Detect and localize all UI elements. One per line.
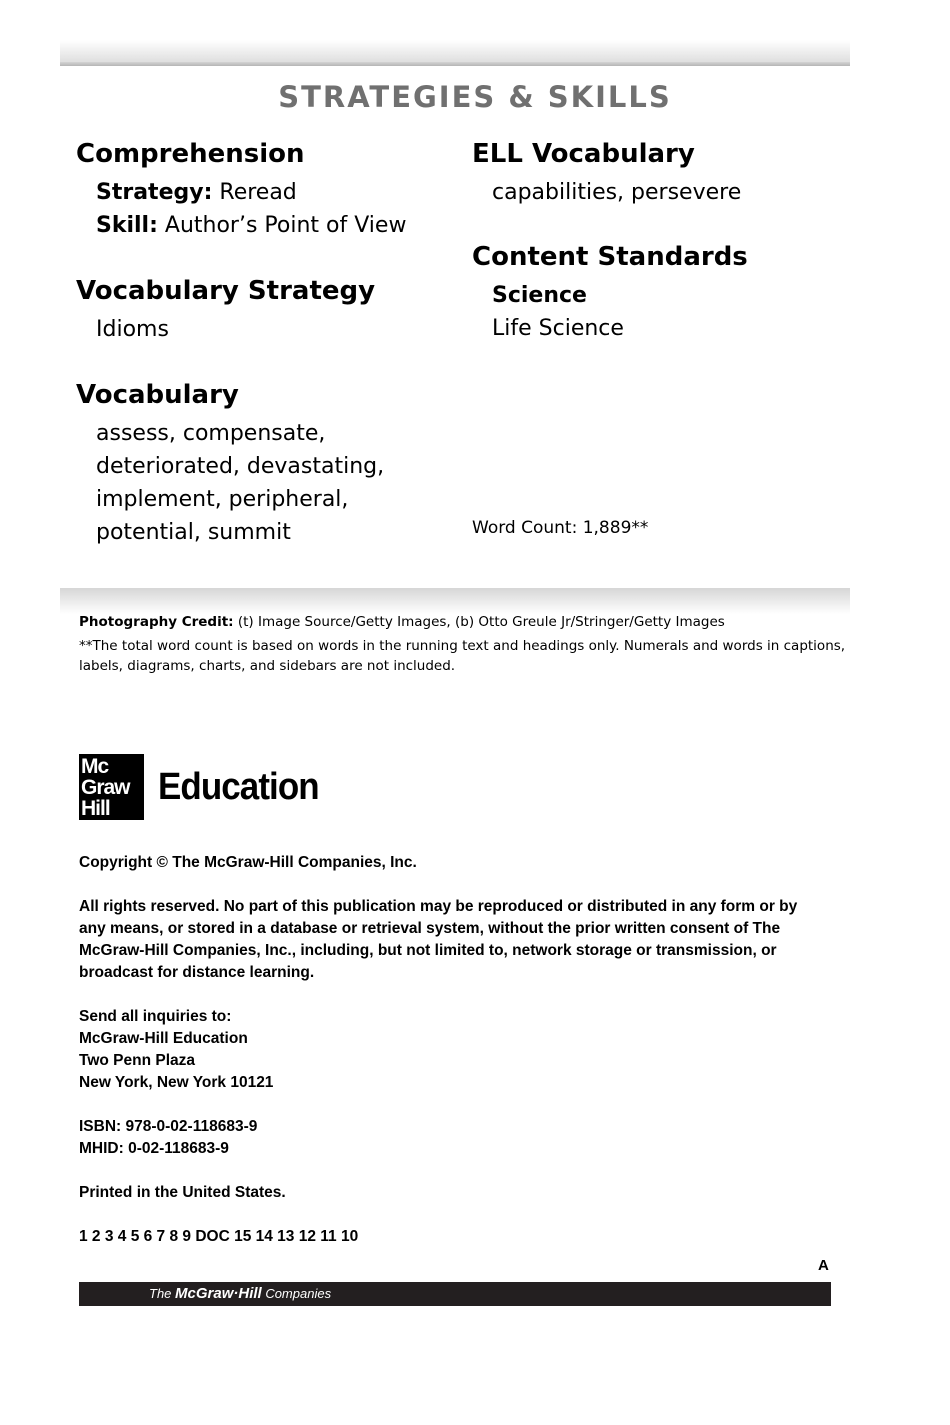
printed: Printed in the United States. (79, 1184, 286, 1201)
photo-credit (79, 612, 725, 632)
word-count: Word Count: 1,889** (472, 518, 649, 538)
logo-education-text: Education (158, 765, 319, 808)
vocabulary-line: potential, summit (96, 520, 291, 545)
box-top-shadow (60, 40, 850, 68)
photo-credit-text: (t) Image Source/Getty Images, (b) Otto Greule Jr/Stringer/Getty Images (233, 614, 725, 630)
rights-paragraph (79, 896, 839, 984)
rights-line: broadcast for distance learning. (79, 964, 315, 981)
comprehension-section (76, 138, 466, 242)
vocabulary-section (76, 379, 466, 549)
content-standards-section (472, 241, 842, 345)
footer-the: The (149, 1286, 176, 1301)
rights-line: any means, or stored in a database or retrieval system, without the prior written consent of The (79, 920, 781, 937)
copyright: Copyright © The McGraw-Hill Companies, Inc. (79, 854, 417, 871)
strategy-label: Strategy: (96, 180, 213, 205)
logo-line: Graw (81, 776, 130, 799)
box-bottom-shadow (60, 588, 850, 614)
subject: Science (492, 283, 587, 308)
vocab-strategy-heading: Vocabulary Strategy (76, 276, 376, 306)
box-title: STRATEGIES & SKILLS (278, 80, 672, 114)
word-count-note-1: **The total word count is based on words in the running text and headings only. Numerals and words in captions, (79, 638, 846, 654)
inquiries-label: Send all inquiries to: (79, 1008, 232, 1025)
rights-line: All rights reserved. No part of this publication may be reproduced or distributed in any form or by (79, 898, 798, 915)
print-line: 1 2 3 4 5 6 7 8 9 DOC 15 14 13 12 11 10 (79, 1228, 359, 1245)
vocabulary-heading: Vocabulary (76, 380, 239, 410)
vocab-strategy-section (76, 275, 466, 346)
mcgraw-hill-education-logo (79, 754, 333, 820)
vocab-strategy-value: Idioms (96, 317, 169, 342)
address-line: McGraw-Hill Education (79, 1030, 248, 1047)
footer-brand-name: McGraw·Hill (175, 1285, 262, 1302)
ell-heading: ELL Vocabulary (472, 139, 695, 169)
address-line: Two Penn Plaza (79, 1052, 195, 1069)
logo-line: Hill (81, 797, 110, 820)
address-block (79, 1006, 839, 1094)
vocabulary-line: deteriorated, devastating, (96, 454, 385, 479)
word-count-note-2: labels, diagrams, charts, and sidebars are not included. (79, 658, 456, 674)
skill-label: Skill: (96, 213, 158, 238)
vocabulary-line: implement, peripheral, (96, 487, 349, 512)
photo-credit-label: Photography Credit: (79, 614, 234, 630)
vocabulary-line: assess, compensate, (96, 421, 326, 446)
skill-line (76, 209, 466, 242)
ell-value: capabilities, persevere (492, 180, 742, 205)
footer-bar (79, 1282, 831, 1306)
topic: Life Science (492, 316, 624, 341)
logo-line: Mc (81, 755, 109, 778)
comprehension-heading: Comprehension (76, 139, 305, 169)
rights-line: McGraw-Hill Companies, Inc., including, but not limited to, network storage or transmission, or (79, 942, 777, 959)
isbn: ISBN: 978-0-02-118683-9 (79, 1118, 258, 1135)
content-standards-heading: Content Standards (472, 242, 748, 272)
mcgraw-hill-logo-box (79, 754, 144, 820)
skill-value: Author’s Point of View (164, 213, 407, 238)
address-line: New York, New York 10121 (79, 1074, 274, 1091)
page-letter: A (818, 1257, 829, 1274)
legal-block (79, 852, 839, 1270)
footer-brand (149, 1282, 331, 1306)
footer-companies: Companies (261, 1286, 332, 1301)
ell-section (472, 138, 842, 209)
isbn-block (79, 1116, 839, 1160)
strategy-line (76, 176, 466, 209)
strategy-value: Reread (219, 180, 297, 205)
mhid: MHID: 0-02-118683-9 (79, 1140, 229, 1157)
